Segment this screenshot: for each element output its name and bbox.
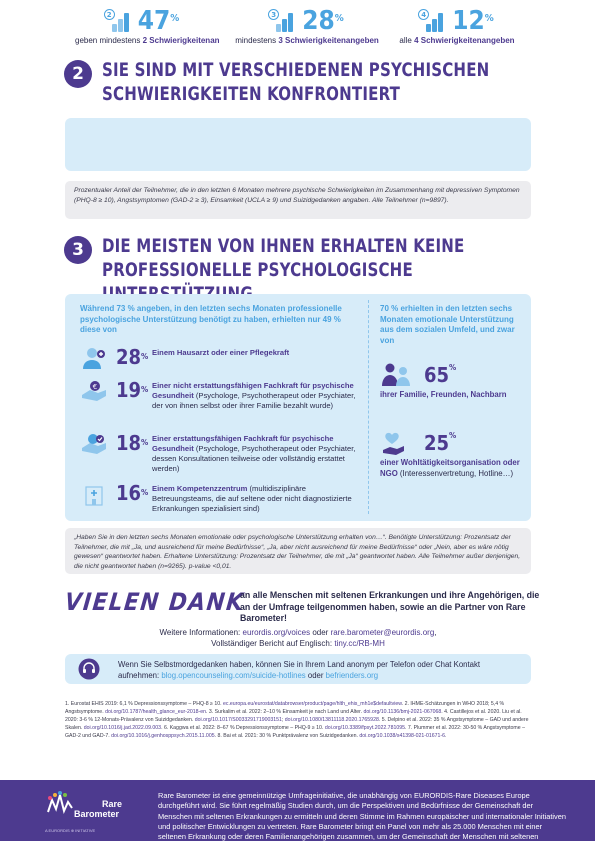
social-label: einer Wohltätigkeitsorganisation oder NGO (Interessenvertretung, Hotline…) [380,458,520,478]
support-row: 18% Einer erstattungsfähigen Fachkraft für psychische Gesundheit (Psychologe, Psychotherapeut oder Psychiater, dessen Konsultationen teilweise oder vollständig erstattet werden) [80,432,365,474]
stat-value: 47 [137,6,171,36]
reference-link[interactable]: doi.org/10.1038/s41398-021-01671-6 [359,733,446,739]
reference-link[interactable]: doi.org/10.1136/bmj-2021-067068 [363,709,442,715]
social-label: ihrer Familie, Freunden, Nachbarn [380,390,507,399]
hotline-link[interactable]: blog.opencounseling.com/suicide-hotlines [161,670,306,680]
headset-icon [78,658,100,680]
section-2-heading [64,58,572,106]
reference-link[interactable]: doi.org/10.1017/S0033291719003151 [194,717,282,723]
reference-link[interactable]: doi.org/10.1080/13811118.2020.1765928 [284,717,379,723]
hospital-icon [80,482,110,506]
doctor-icon [80,346,110,370]
references: 1. Eurostat EHIS 2019: 6,1 % Depressionssymptome – PHQ-8 ≥ 10. ec.europa.eu/eurostat/databrowser/product/page/hlth_ehis_mh1e$defaultview. 2. IHME-Schätzungen in WHO 2018; 5,4 % Angstsymptome. doi.org/10.1787/health_glance_eur-2018-en. 3. Surkalim et al. 2022: 2–10 % Einsamkeit je nach Land und Alter. doi.org/10.1136/bmj-2021-067068. 4. Castillejos et al. 2020. Liu et al. 2020: 3-6 % 12-Monats-Prävalenz von Suizidgedanken. doi.org/10.1017/S0033291719003151; doi.org/10.1080/13811118.2020.1765928. 5. Delpino et al. 2022: 35 % Angstsymptome – GAD und andere Skalen. doi.org/10.1016/j.jad.2022.09.003. 6. Kaggwa et al. 2022: 8–67 % Depressionssymptome – PHQ-9 ≥ 10. doi.org/10.3389/fpsyt.2022.781095. 7. Plummer et al. 2022: 30-50 % Angstsymptome – GAD-2 und GAD-7. doi.org/10.1016/j.genhosppsych.2015.11.005. 8. Bai et al. 2021: 30 % Punktprävalenz von Suizidgedanken. doi.org/10.1038/s41398-021-01671-6. [65,701,529,739]
bars-4-icon: 4 [420,10,446,34]
help-text: Wenn Sie Selbstmordgedanken haben, können Sie in Ihrem Land anonym per Telefon oder Chat Kontakt aufnehmen: blog.opencounseling.com/suicide-hotlines oder befrienders.org [118,660,481,680]
section-title: DIE MEISTEN VON IHNEN ERHALTEN KEINE PROFESSIONELLE PSYCHOLOGISCHE [102,235,465,281]
family-icon [380,362,414,388]
social-value: 25 [424,431,450,455]
reference-link[interactable]: doi.org/10.3389/fpsyt.2022.781095 [324,725,405,731]
stat-value: 28 [302,6,335,36]
svg-text:€: € [92,383,98,391]
stat-label: alle 4 Schwierigkeitenangeben [399,36,515,45]
stat-item: 2 47% geben mindestens 2 Schwierigkeitenan [75,6,220,45]
social-support-item: 65% ihrer Familie, Freunden, Nachbarn [380,362,528,401]
befrienders-link[interactable]: befrienders.org [325,670,379,680]
stat-item: 3 28% mindestens 3 Schwierigkeitenangeben [232,6,382,45]
row-value: 28 [116,345,142,369]
row-label: Einem Kompetenzzentrum (multidisziplinäre Betreuungsteams, die auf seltene oder nicht diagnostizierte Erkrankungen spezialisiert sind) [152,484,352,513]
bars-2-icon: 2 [106,10,132,34]
row-value: 19 [116,378,142,402]
section-title: SIE SIND MIT VERSCHIEDENEN PSYCHISCHEN SCHWIERIGKEITEN KONFRONTIERT [102,59,490,105]
bars-3-icon: 3 [270,10,296,34]
section-number: 2 [64,60,92,88]
support-row: 16% Einem Kompetenzzentrum (multidisziplinäre Betreuungsteams, die auf seltene oder nicht diagnostizierte Erkrankungen spezialisiert sind) [80,482,365,514]
thanks-text: an alle Menschen mit seltenen Erkrankungen und ihre Angehörigen, die an der Umfrage teilgenommen haben, sowie an die Partner von Rare Barometer! [240,590,540,623]
more-info: Weitere Informationen: eurordis.org/voices oder rare.barometer@eurordis.org, [159,628,437,637]
reference-link[interactable]: doi.org/10.1787/health_glance_eur-2018-en [105,709,207,715]
social-support-item: 25% einer Wohltätigkeitsorganisation oder NGO (Interessenvertretung, Hotline…) [380,430,528,479]
section-3-note: „Haben Sie in den letzten sechs Monaten emotionale oder psychologische Unterstützung erhalten von…“. Benötigte Unterstützung: Prozentsatz der Teilnehmer, die mit „Ja, und ausreichend für meine Bedürfnisse“, „Ja, aber nicht ausreichend für meine Bedürfnisse“ oder „Nein, aber es wäre nötig gewesen“ geantwortet haben. Erhaltene Unterstützung: Prozentsatz der Teilnehmer, die mit „Ja“ geantwortet haben. Alle Teilnehmer außer denjenigen, die nicht geantwortet haben (n=9265). p-value <0,01. [65,528,531,574]
section-number: 3 [64,236,92,264]
row-value: 18 [116,431,142,455]
voices-link[interactable]: eurordis.org/voices [242,628,311,637]
hands-coin-icon [80,379,110,403]
section-2-note: Prozentualer Anteil der Teilnehmer, die in den letzten 6 Monaten mehrere psychische Schwierigkeiten im Zusammenhang mit depressiven Symptomen (PHQ-8 ≥ 10), Angstsymptomen (GAD-2 ≥ 3), Einsamkeit (UCLA ≥ 9) und Suizidgedanken angaben. Alle Teilnehmer (n=9897). [65,181,531,219]
heart-hands-icon [380,430,414,456]
report-link[interactable]: tiny.cc/RB-MH [334,639,385,648]
reference-link[interactable]: doi.org/10.1016/j.jad.2022.09.003 [83,725,162,731]
row-label: Einer nicht erstattungsfähigen Fachkraft für psychische Gesundheit (Psychologe, Psychotherapeut oder Psychiater, der von ihnen selbst oder ihrer Familie bezahlt wurde) [152,381,356,410]
row-label: Einer erstattungsfähigen Fachkraft für psychische Gesundheit (Psychologe, Psychotherapeut oder Psychiater, dessen Konsultationen teilweise oder vollständig erstattet werden) [152,434,356,473]
logo-text: Rare Barometer [74,799,122,819]
thanks-title: VIELEN DANK [63,588,247,616]
support-row: € 19% Einer nicht erstattungsfähigen Fachkraft für psychische Gesundheit (Psychologe, Psychotherapeut oder Psychiater, der von ihnen selbst oder ihrer Familie bezahlt wurde) [80,379,365,411]
email-link[interactable]: rare.barometer@eurordis.org [330,628,435,637]
reference-link[interactable]: ec.europa.eu/eurostat/databrowser/product/page/hlth_ehis_mh1e$defaultview [222,701,402,707]
stat-label: mindestens 3 Schwierigkeitenangeben [235,36,379,45]
logo-tagline: A EURORDIS ⊕ INITIATIVE [45,828,96,833]
stat-item: 4 12% alle 4 Schwierigkeitenangeben [392,6,522,45]
panel-intro-left: Während 73 % angeben, in den letzten sechs Monaten professionelle psychologische Unterstützung benötigt zu haben, erhielten nur 49 % diese von [80,304,342,334]
stats-band [65,118,531,171]
panel-divider [368,300,369,514]
panel-intro-right: 70 % erhielten in den letzten sechs Monaten emotionale Unterstützung aus dem sozialen Umfeld, und zwar von [380,304,515,345]
support-row: 28% Einem Hausarzt oder einer Pflegekraft [80,346,365,370]
reimbursed-icon [80,432,110,456]
stat-label: geben mindestens 2 Schwierigkeitenan [75,36,220,45]
row-label: Einem Hausarzt oder einer Pflegekraft [152,348,290,357]
stat-value: 12 [452,6,485,36]
footer-text: Rare Barometer ist eine gemeinnützige Umfrageinitiative, die unabhängig von EURORDIS-Rare Diseases Europe durchgeführt wird. Sie führt regelmäßig Studien durch, um die Perspektiven und Bedürfnisse der Gemeinschaft der Menschen mit seltenen Erkrankungen zu ermitteln und deren Stimme im Rahmen europäischer und internationaler Initiativen und politischer Entwicklungen zu vertreten. Rare Barometer bringt ein Panel von mehr als 25.000 Menschen mit einer seltenen Erkrankung oder deren Familienangehörigen zusammen, um der Gemeinschaft der Menschen mit seltenen Erkrankungen mehr Gehör zu verschaffen. [158,791,566,852]
row-value: 16 [116,481,142,505]
reference-link[interactable]: doi.org/10.1016/j.genhosppsych.2015.11.005 [111,733,215,739]
social-value: 65 [424,363,450,387]
report-info: Vollständiger Bericht auf Englisch: tiny.cc/RB-MH [211,639,385,648]
